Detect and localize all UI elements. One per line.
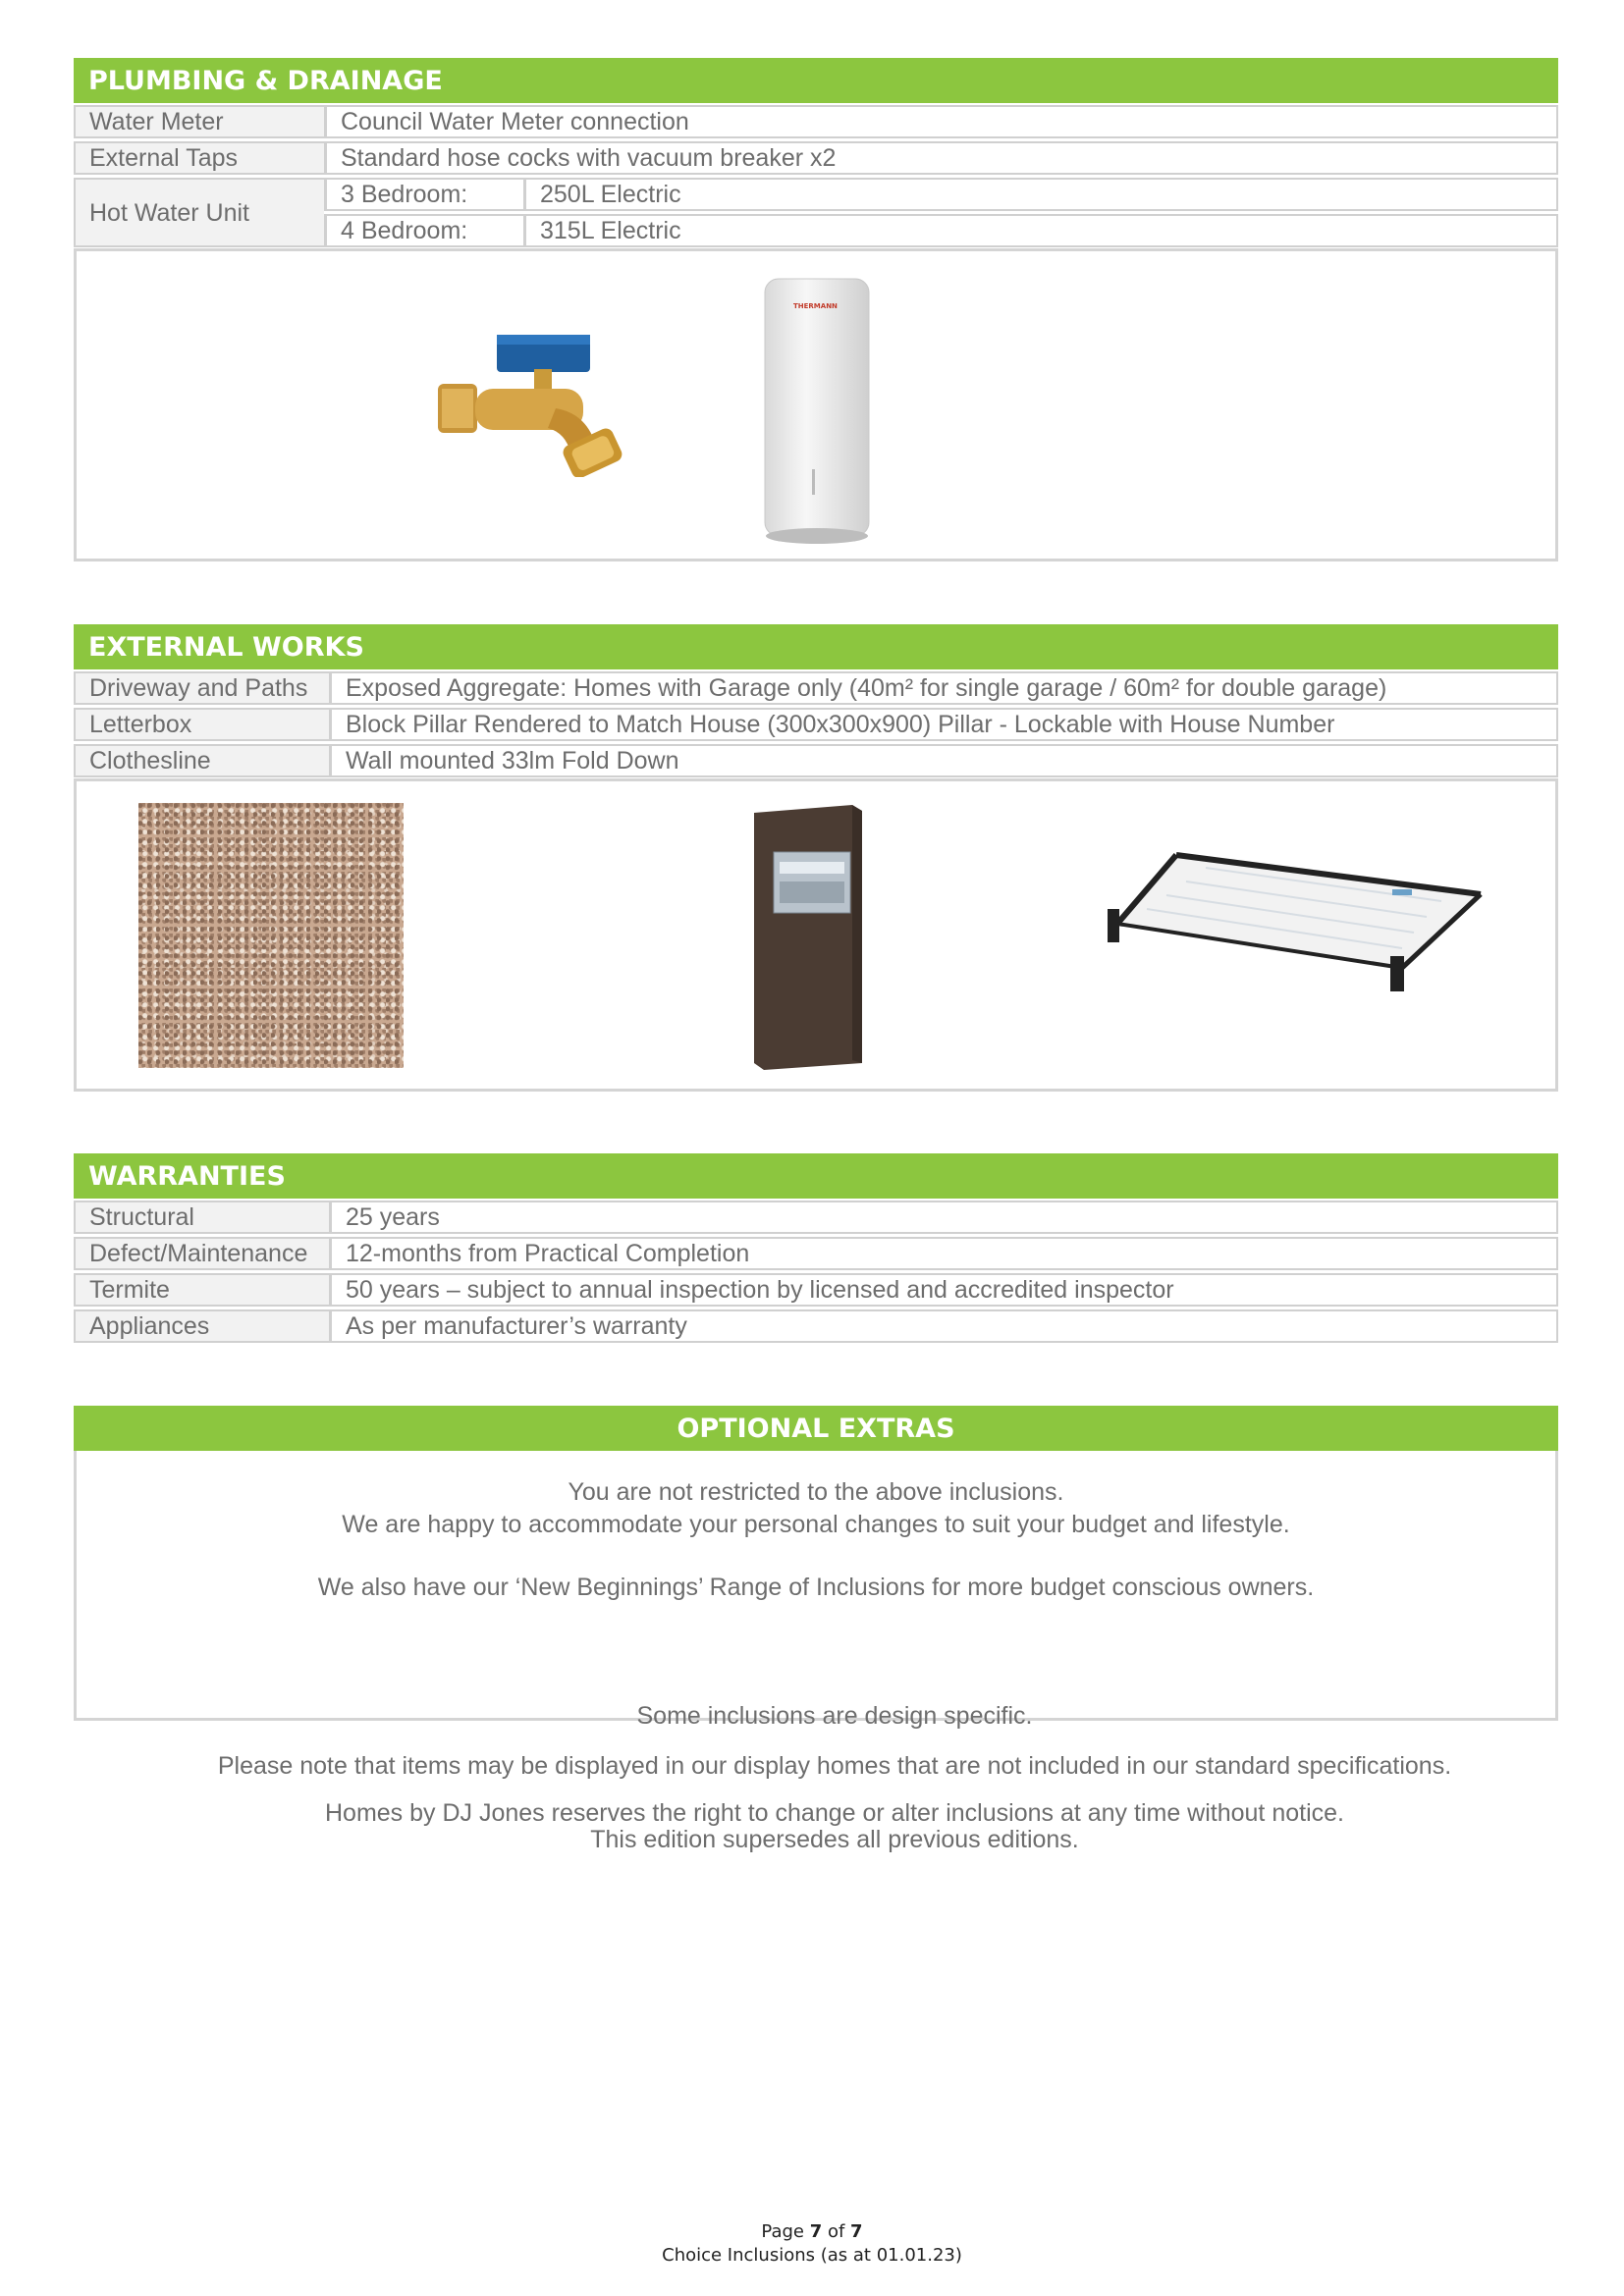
row-value: 50 years – subject to annual inspection by licensed and accredited inspector	[329, 1273, 1558, 1307]
external-table	[74, 668, 1558, 780]
page-prefix: Page	[761, 2221, 810, 2242]
table-row	[74, 141, 1558, 175]
plumbing-table	[74, 102, 1558, 250]
hot-water-tank-image	[757, 273, 875, 548]
warranties-table	[74, 1198, 1558, 1346]
hose-tap-image	[438, 330, 634, 477]
row-label: Structural	[74, 1201, 329, 1234]
optional-panel	[74, 1451, 1558, 1721]
row-label: Clothesline	[74, 744, 329, 777]
note-display-homes: Please note that items may be displayed in our display homes that are not included in our standard specifications.	[217, 1752, 1452, 1780]
hot-water-rooms: 3 Bedroom:	[324, 178, 523, 211]
letterbox-image	[744, 803, 872, 1073]
row-value: Wall mounted 33lm Fold Down	[329, 744, 1558, 777]
note-design-specific: Some inclusions are design specific.	[636, 1702, 1033, 1730]
table-row	[74, 744, 1558, 777]
optional-line-3: We also have our ‘New Beginnings’ Range of Inclusions for more budget conscious owners.	[317, 1574, 1315, 1601]
page-number	[0, 2221, 1624, 2242]
external-section	[74, 624, 1558, 1092]
table-row	[74, 708, 1558, 741]
row-label: Letterbox	[74, 708, 329, 741]
row-label: Hot Water Unit	[74, 178, 324, 247]
row-value: 25 years	[329, 1201, 1558, 1234]
row-value: 12-months from Practical Completion	[329, 1237, 1558, 1270]
notes	[74, 1700, 1596, 1853]
page-footer	[0, 2221, 1624, 2266]
table-row	[74, 105, 1558, 138]
external-title: EXTERNAL WORKS	[74, 624, 1558, 669]
external-image-panel	[74, 778, 1558, 1092]
optional-title: OPTIONAL EXTRAS	[74, 1406, 1558, 1451]
page-of: of	[822, 2221, 851, 2242]
page-total: 7	[850, 2221, 863, 2242]
tank-brand-label: THERMANN	[793, 302, 838, 310]
document-title: Choice Inclusions (as at 01.01.23)	[662, 2245, 962, 2266]
table-row	[74, 671, 1558, 705]
table-row	[74, 178, 1558, 211]
row-label: Defect/Maintenance	[74, 1237, 329, 1270]
row-label: Water Meter	[74, 105, 324, 138]
optional-line-2: We are happy to accommodate your personal changes to suit your budget and lifestyle.	[342, 1511, 1290, 1538]
page-current: 7	[809, 2221, 823, 2242]
exposed-aggregate-image	[138, 803, 404, 1068]
hot-water-rooms: 4 Bedroom:	[324, 214, 523, 247]
row-label: Appliances	[74, 1309, 329, 1343]
optional-section	[74, 1406, 1558, 1721]
row-label: External Taps	[74, 141, 324, 175]
table-row	[74, 1309, 1558, 1343]
table-row	[74, 1201, 1558, 1234]
note-edition: This edition supersedes all previous editions.	[590, 1826, 1079, 1853]
note-rights: Homes by DJ Jones reserves the right to change or alter inclusions at any time without notice.	[324, 1799, 1344, 1827]
plumbing-image-panel	[74, 248, 1558, 561]
table-row	[74, 1273, 1558, 1307]
warranties-title: WARRANTIES	[74, 1153, 1558, 1199]
optional-line-1: You are not restricted to the above inclusions.	[568, 1478, 1064, 1506]
clothesline-image	[1108, 850, 1540, 997]
row-value: As per manufacturer’s warranty	[329, 1309, 1558, 1343]
table-row	[74, 1237, 1558, 1270]
plumbing-title: PLUMBING & DRAINAGE	[74, 58, 1558, 103]
plumbing-section	[74, 58, 1558, 561]
hot-water-value: 315L Electric	[523, 214, 1558, 247]
row-value: Standard hose cocks with vacuum breaker x2	[324, 141, 1558, 175]
row-value: Council Water Meter connection	[324, 105, 1558, 138]
warranties-section	[74, 1153, 1558, 1346]
row-label: Driveway and Paths	[74, 671, 329, 705]
hot-water-value: 250L Electric	[523, 178, 1558, 211]
row-label: Termite	[74, 1273, 329, 1307]
row-value: Block Pillar Rendered to Match House (300x300x900) Pillar - Lockable with House Number	[329, 708, 1558, 741]
row-value: Exposed Aggregate: Homes with Garage only (40m² for single garage / 60m² for double garage)	[329, 671, 1558, 705]
